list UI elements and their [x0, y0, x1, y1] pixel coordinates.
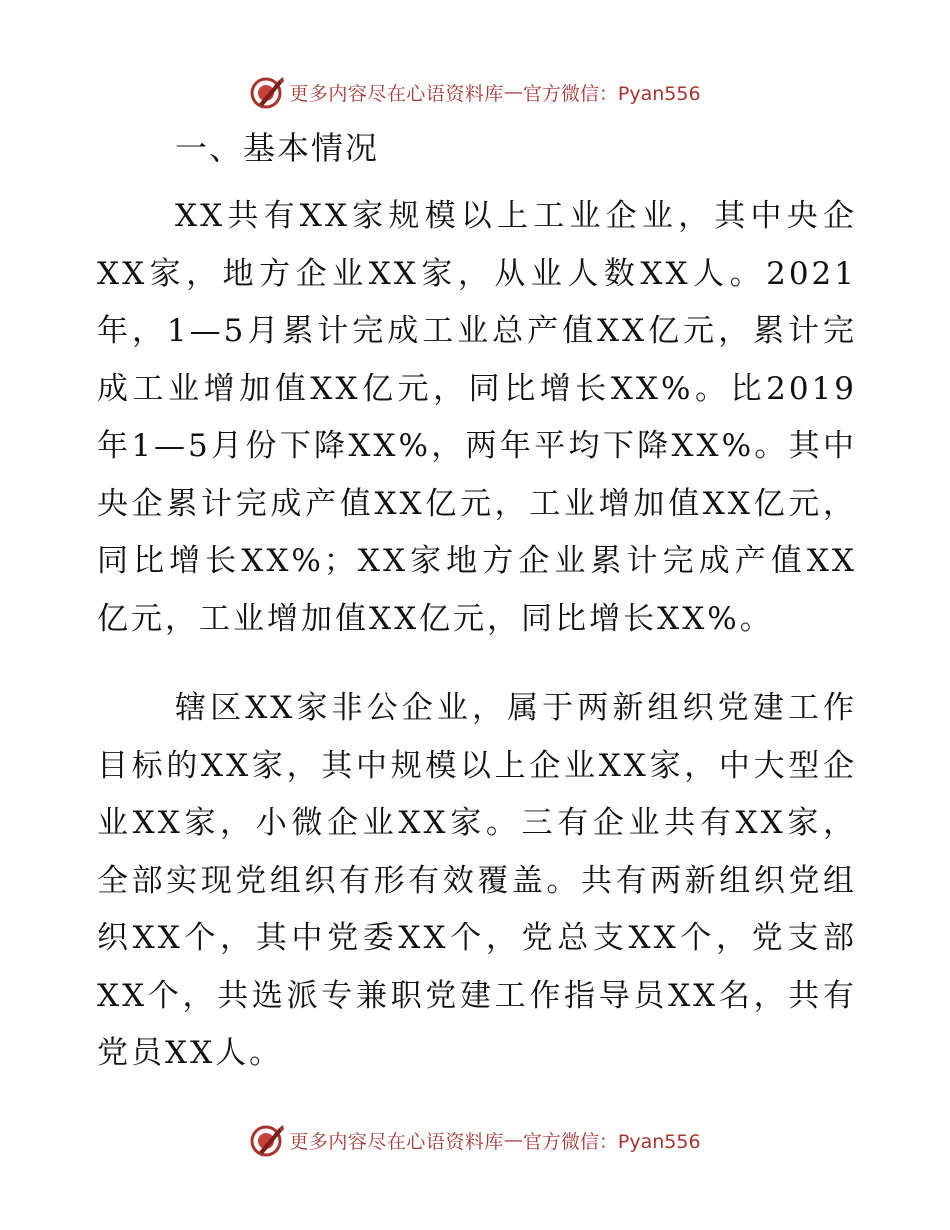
paragraph-industry: XX共有XX家规模以上工业企业，其中央企XX家，地方企业XX家，从业人数XX人。2021年，1—5月累计完成工业总产值XX亿元，累计完成工业增加值XX亿元，同比增长XX%。比2019年1—5月份下降XX%，两年平均下降XX%。其中央企累计完成产值XX亿元，工业增加值XX亿元，同比增长XX%；XX家地方企业累计完成产值XX亿元，工业增加值XX亿元，同比增长XX%。	[97, 198, 857, 637]
pen-logo-icon	[249, 1122, 285, 1158]
watermark-banner-top	[0, 72, 950, 112]
watermark-separator: —	[503, 81, 523, 103]
paragraph-party-building: 辖区XX家非公企业，属于两新组织党建工作目标的XX家，其中规模以上企业XX家，中大型企业XX家，小微企业XX家。三有企业共有XX家，全部实现党组织有形有效覆盖。共有两新组织党组织XX个，其中党委XX个，党总支XX个，党支部XX个，共选派专兼职党建工作指导员XX名，共有党员XX人。	[97, 690, 857, 1071]
watermark-banner-bottom	[0, 1120, 950, 1160]
watermark-text: 更多内容尽在心语资料库	[289, 1130, 504, 1153]
section-heading: 一、基本情况	[175, 129, 380, 167]
watermark-text: 更多内容尽在心语资料库	[289, 82, 504, 105]
watermark-wechat: 官方微信：Pyan556	[522, 82, 701, 105]
watermark-separator: —	[503, 1129, 523, 1151]
document-body	[97, 116, 857, 1083]
pen-logo-icon	[249, 74, 285, 110]
watermark-wechat: 官方微信：Pyan556	[522, 1130, 701, 1153]
